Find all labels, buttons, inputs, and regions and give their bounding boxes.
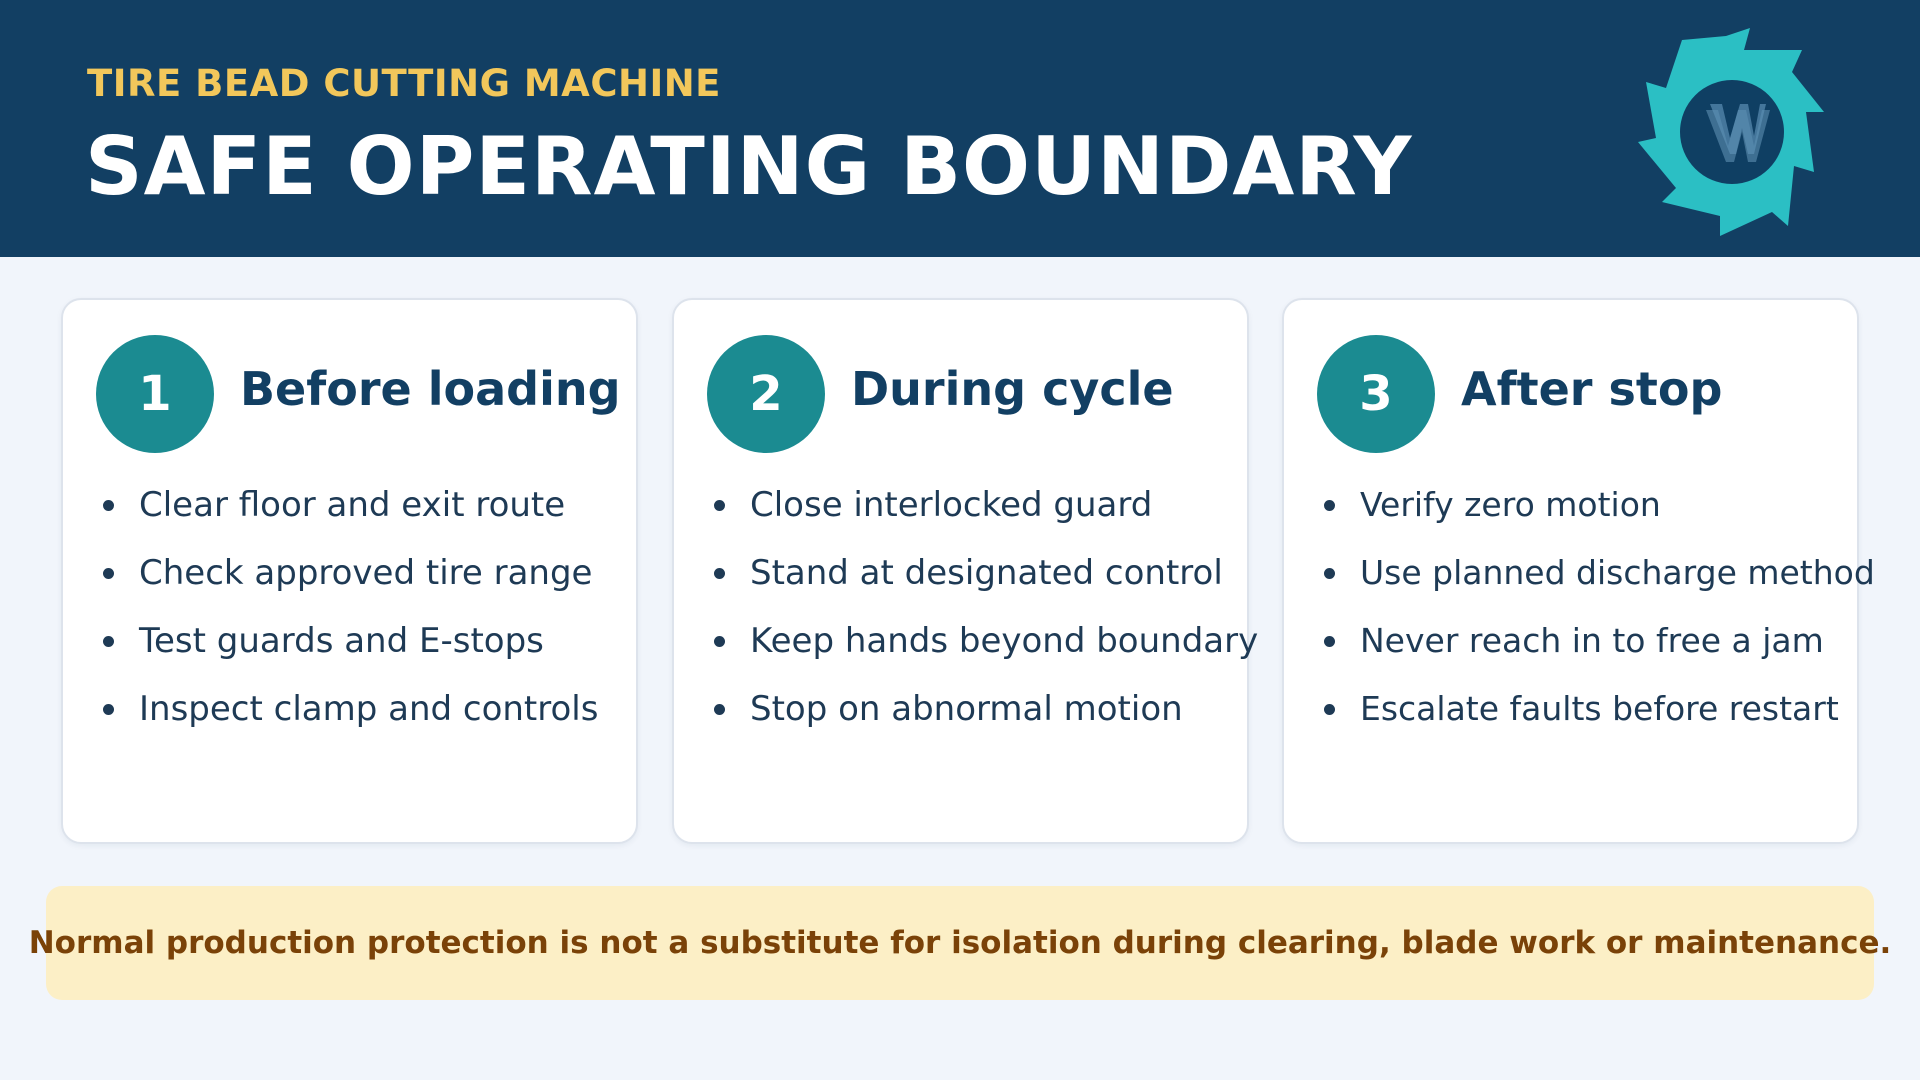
list-item bbox=[712, 621, 1258, 689]
list-item bbox=[1322, 485, 1875, 553]
bullet-icon bbox=[103, 568, 114, 579]
list-item-text: Verify zero motion bbox=[1360, 485, 1661, 524]
list-item bbox=[712, 485, 1258, 553]
card-heading: During cycle bbox=[851, 362, 1174, 416]
list-item-text: Never reach in to free a jam bbox=[1360, 621, 1824, 660]
header-banner bbox=[0, 0, 1920, 257]
step-card-during-cycle bbox=[672, 298, 1259, 844]
list-item bbox=[712, 689, 1258, 757]
list-item-text: Check approved tire range bbox=[139, 553, 593, 593]
card-heading: Before loading bbox=[240, 362, 621, 416]
bullet-icon bbox=[103, 636, 114, 647]
page-subtitle: TIRE BEAD CUTTING MACHINE bbox=[87, 62, 721, 105]
bullet-icon bbox=[714, 636, 725, 647]
step-card-after-stop bbox=[1282, 298, 1875, 844]
bullet-icon bbox=[714, 568, 725, 579]
cutting-blade-logo-icon bbox=[1628, 24, 1836, 240]
bullet-icon bbox=[1324, 500, 1335, 511]
list-item-text: Stop on abnormal motion bbox=[750, 689, 1183, 729]
checklist bbox=[712, 485, 1258, 757]
list-item-text: Stand at designated control bbox=[750, 553, 1223, 593]
card-heading: After stop bbox=[1461, 362, 1723, 416]
list-item bbox=[1322, 553, 1875, 621]
step-number-badge: 2 bbox=[707, 335, 825, 453]
list-item-text: Use planned discharge method bbox=[1360, 553, 1875, 592]
list-item bbox=[712, 553, 1258, 621]
list-item bbox=[101, 553, 598, 621]
bullet-icon bbox=[714, 704, 725, 715]
checklist bbox=[1322, 485, 1875, 757]
warning-notice-banner bbox=[28, 886, 1892, 1000]
page-title: SAFE OPERATING BOUNDARY bbox=[85, 120, 1413, 213]
list-item-text: Keep hands beyond boundary bbox=[750, 621, 1259, 661]
list-item bbox=[1322, 689, 1875, 757]
list-item bbox=[1322, 621, 1875, 689]
bullet-icon bbox=[103, 704, 114, 715]
bullet-icon bbox=[714, 500, 725, 511]
list-item bbox=[101, 621, 598, 689]
list-item bbox=[101, 485, 598, 553]
bullet-icon bbox=[1324, 568, 1335, 579]
list-item-text: Test guards and E-stops bbox=[139, 621, 544, 661]
bullet-icon bbox=[1324, 704, 1335, 715]
step-number-badge: 1 bbox=[96, 335, 214, 453]
notice-text: Normal production protection is not a substitute for isolation during clearing, blade work or maintenance. bbox=[28, 925, 1892, 961]
step-number-badge: 3 bbox=[1317, 335, 1435, 453]
list-item-text: Escalate faults before restart bbox=[1360, 689, 1839, 728]
list-item-text: Clear floor and exit route bbox=[139, 485, 566, 525]
bullet-icon bbox=[1324, 636, 1335, 647]
list-item-text: Inspect clamp and controls bbox=[139, 689, 599, 729]
list-item bbox=[101, 689, 598, 757]
bullet-icon bbox=[103, 500, 114, 511]
list-item-text: Close interlocked guard bbox=[750, 485, 1153, 525]
checklist bbox=[101, 485, 598, 757]
step-card-before-loading bbox=[61, 298, 638, 844]
